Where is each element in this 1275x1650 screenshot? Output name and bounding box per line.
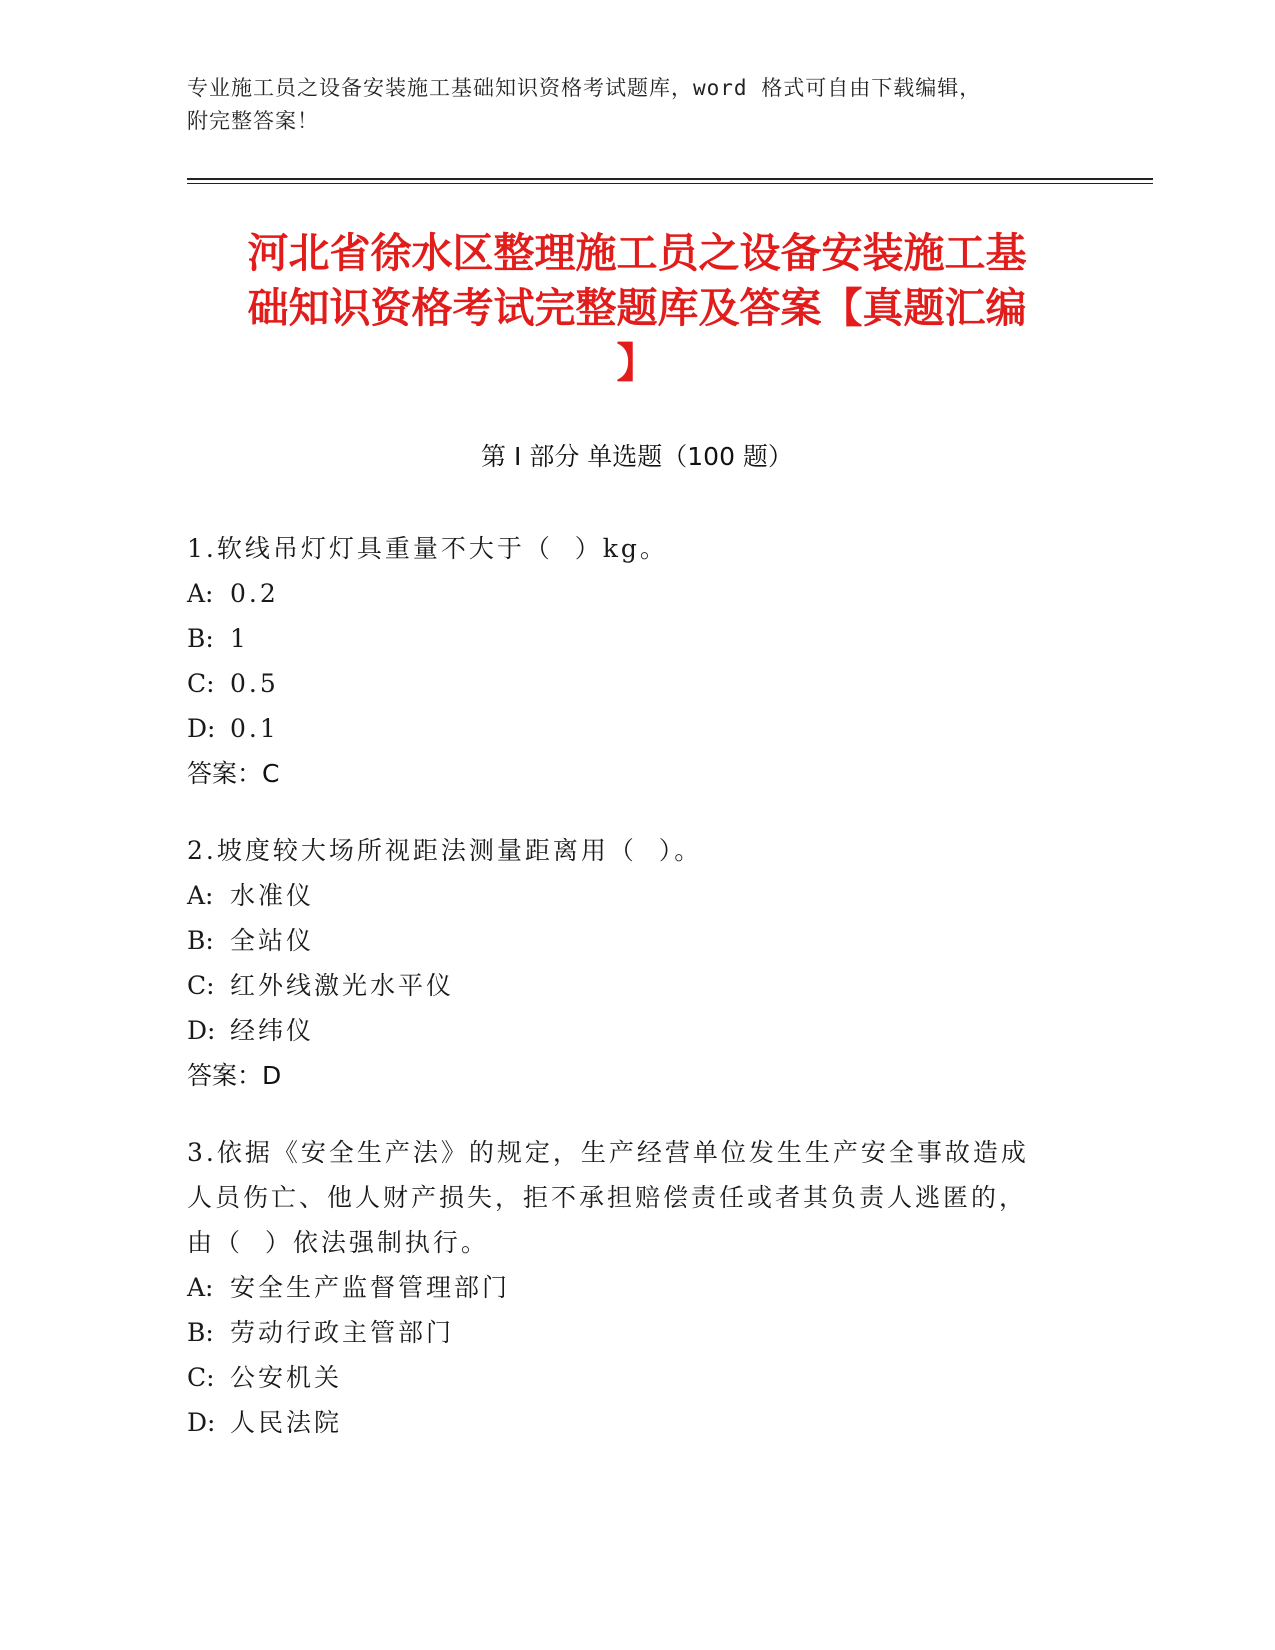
option-letter: A: xyxy=(187,881,214,910)
option-letter: D: xyxy=(187,1408,216,1437)
option-letter: D: xyxy=(187,1016,216,1045)
option-text: 水准仪 xyxy=(230,881,315,910)
option-letter: C: xyxy=(187,971,215,1000)
section-heading: 第 I 部分 单选题（100 题） xyxy=(481,442,793,471)
question-text: 1.软线吊灯灯具重量不大于（ ）kg。 xyxy=(187,534,668,563)
option-letter: B: xyxy=(187,624,214,653)
option-d xyxy=(187,1400,1067,1445)
option-d xyxy=(187,706,1067,751)
option-c xyxy=(187,661,1067,706)
question-text: 2.坡度较大场所视距法测量距离用（ ）。 xyxy=(187,836,703,865)
option-b xyxy=(187,918,1067,963)
option-letter: C: xyxy=(187,669,215,698)
option-b xyxy=(187,1310,1067,1355)
option-text: 全站仪 xyxy=(230,926,315,955)
answer-text: 答案：D xyxy=(187,1061,282,1090)
option-text: 红外线激光水平仪 xyxy=(230,971,455,1000)
question-text-line: 由（ ）依法强制执行。 xyxy=(187,1228,489,1257)
header-note-line: 专业施工员之设备安装施工基础知识资格考试题库，word 格式可自由下载编辑， xyxy=(187,76,982,100)
option-text: 经纬仪 xyxy=(230,1016,315,1045)
option-a xyxy=(187,571,1067,616)
option-letter: A: xyxy=(187,579,214,608)
option-c xyxy=(187,1355,1067,1400)
title-line: 】 xyxy=(616,339,658,387)
header-note xyxy=(187,72,1067,138)
question-text-line: 人员伤亡、他人财产损失，拒不承担赔偿责任或者其负责人逃匿的， xyxy=(187,1183,1028,1212)
option-letter: B: xyxy=(187,1318,214,1347)
option-d xyxy=(187,1008,1067,1053)
header-divider-thick xyxy=(187,178,1153,180)
option-text: 劳动行政主管部门 xyxy=(230,1318,455,1347)
option-letter: A: xyxy=(187,1273,214,1302)
option-letter: B: xyxy=(187,926,214,955)
option-text: 公安机关 xyxy=(230,1363,343,1392)
question-item xyxy=(187,828,1067,1098)
option-letter: D: xyxy=(187,714,216,743)
option-text: 安全生产监督管理部门 xyxy=(230,1273,511,1302)
option-text: 0.1 xyxy=(230,714,279,743)
option-a xyxy=(187,873,1067,918)
title-line: 河北省徐水区整理施工员之设备安装施工基 xyxy=(247,229,1027,277)
option-text: 1 xyxy=(230,624,249,653)
question-item xyxy=(187,1130,1067,1445)
question-list xyxy=(187,526,1067,1477)
option-b xyxy=(187,616,1067,661)
option-text: 人民法院 xyxy=(230,1408,343,1437)
header-divider-thin xyxy=(187,183,1153,184)
option-text: 0.2 xyxy=(230,579,279,608)
option-text: 0.5 xyxy=(230,669,279,698)
title-line: 础知识资格考试完整题库及答案【真题汇编 xyxy=(247,284,1027,332)
document-title xyxy=(187,226,1087,391)
option-letter: C: xyxy=(187,1363,215,1392)
option-a xyxy=(187,1265,1067,1310)
header-note-line: 附完整答案！ xyxy=(187,109,319,133)
answer-text: 答案：C xyxy=(187,759,280,788)
option-c xyxy=(187,963,1067,1008)
question-item xyxy=(187,526,1067,796)
question-text-line: 3.依据《安全生产法》的规定，生产经营单位发生生产安全事故造成 xyxy=(187,1138,1029,1167)
